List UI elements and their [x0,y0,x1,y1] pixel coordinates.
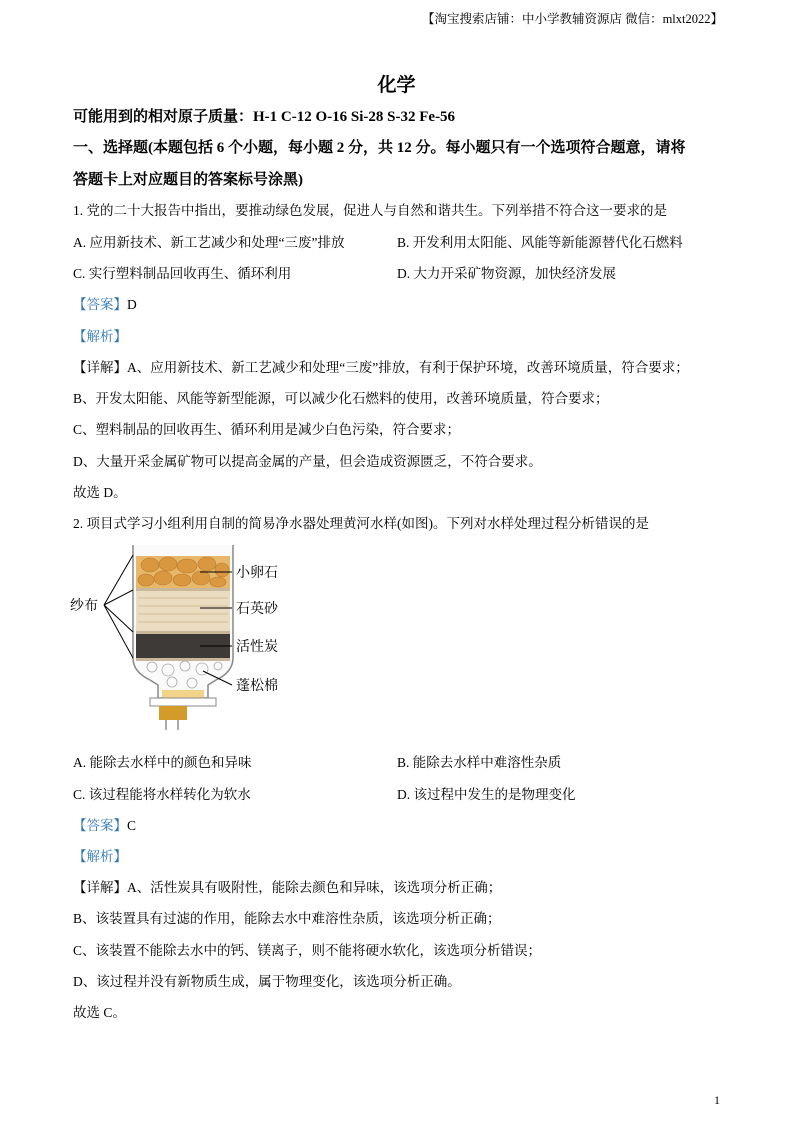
q2-detail-d: D、该过程并没有新物质生成，属于物理变化，该选项分析正确。 [73,974,461,989]
atomic-masses: 可能用到的相对原子质量：H-1 C-12 O-16 Si-28 S-32 Fe-56 [73,109,456,125]
answer-label: 【答案】 [73,818,127,833]
gauze-layer [136,588,230,591]
filter-bottle [133,545,233,730]
page-header-ad: 【淘宝搜索店铺：中小学教辅资源店 微信：mlxt2022】 [421,12,723,26]
q2-answer [73,817,136,835]
q1-option-d: D. 大力开采矿物资源，加快经济发展 [397,266,616,281]
quartz-sand-layer [136,591,230,631]
section-heading-line1: 一、选择题(本题包括 6 个小题，每小题 2 分，共 12 分。每小题只有一个选项符合题意，请将 [73,140,686,156]
answer-label: 【答案】 [73,297,127,312]
q2-analysis-label: 【解析】 [73,849,127,864]
q1-option-b: B. 开发利用太阳能、风能等新能源替代化石燃料 [397,235,683,250]
q2-conclusion: 故选 C。 [73,1005,126,1020]
label-gauze: 纱布 [70,598,98,614]
q1-conclusion: 故选 D。 [73,485,127,500]
answer-value: D [127,297,137,312]
q2-detail-a [73,879,501,897]
water-filter-figure [60,540,300,730]
q2-option-d: D. 该过程中发生的是物理变化 [397,787,576,802]
q2-option-c: C. 该过程能将水样转化为软水 [73,787,251,802]
label-cotton: 蓬松棉 [236,678,278,694]
q1-option-c: C. 实行塑料制品回收再生、循环利用 [73,266,292,281]
detail-label: 【详解】 [73,360,127,375]
label-quartz-sand: 石英砂 [236,601,278,617]
q1-analysis-label: 【解析】 [73,329,127,344]
label-pebbles: 小卵石 [236,565,278,581]
q2-detail-b: B、该装置具有过滤的作用，能除去水中难溶性杂质，该选项分析正确； [73,911,501,926]
q2-option-b: B. 能除去水样中难溶性杂质 [397,755,562,770]
q1-detail-d: D、大量开采金属矿物可以提高金属的产量，但会造成资源匮乏，不符合要求。 [73,454,542,469]
q1-answer [73,296,137,314]
q2-option-a: A. 能除去水样中的颜色和异味 [73,755,252,770]
outlet-cap [159,706,187,720]
page-title: 化学 [377,75,416,96]
label-activated-carbon: 活性炭 [236,639,278,655]
q1-detail-a [73,359,689,377]
q2-detail-c: C、该装置不能除去水中的钙、镁离子，则不能将硬水软化，该选项分析错误； [73,943,542,958]
q1-detail-c: C、塑料制品的回收再生、循环利用是减少白色污染，符合要求； [73,422,461,437]
q1-option-a: A. 应用新技术、新工艺减少和处理“三废”排放 [73,235,345,250]
detail-text: A、活性炭具有吸附性，能除去颜色和异味，该选项分析正确； [127,880,502,895]
detail-text: A、应用新技术、新工艺减少和处理“三废”排放，有利于保护环境，改善环境质量，符合要求； [127,360,689,375]
q1-detail-b: B、开发太阳能、风能等新型能源，可以减少化石燃料的使用，改善环境质量，符合要求； [73,391,609,406]
detail-label: 【详解】 [73,880,127,895]
q1-stem: 1. 党的二十大报告中指出，要推动绿色发展，促进人与自然和谐共生。下列举措不符合这一要求的是 [73,203,667,218]
q2-stem: 2. 项目式学习小组利用自制的简易净水器处理黄河水样(如图)。下列对水样处理过程分析错误的是 [73,516,649,531]
page-number: 1 [714,1093,720,1107]
section-heading-line2: 答题卡上对应题目的答案标号涂黑) [73,172,303,188]
answer-value: C [127,818,137,833]
